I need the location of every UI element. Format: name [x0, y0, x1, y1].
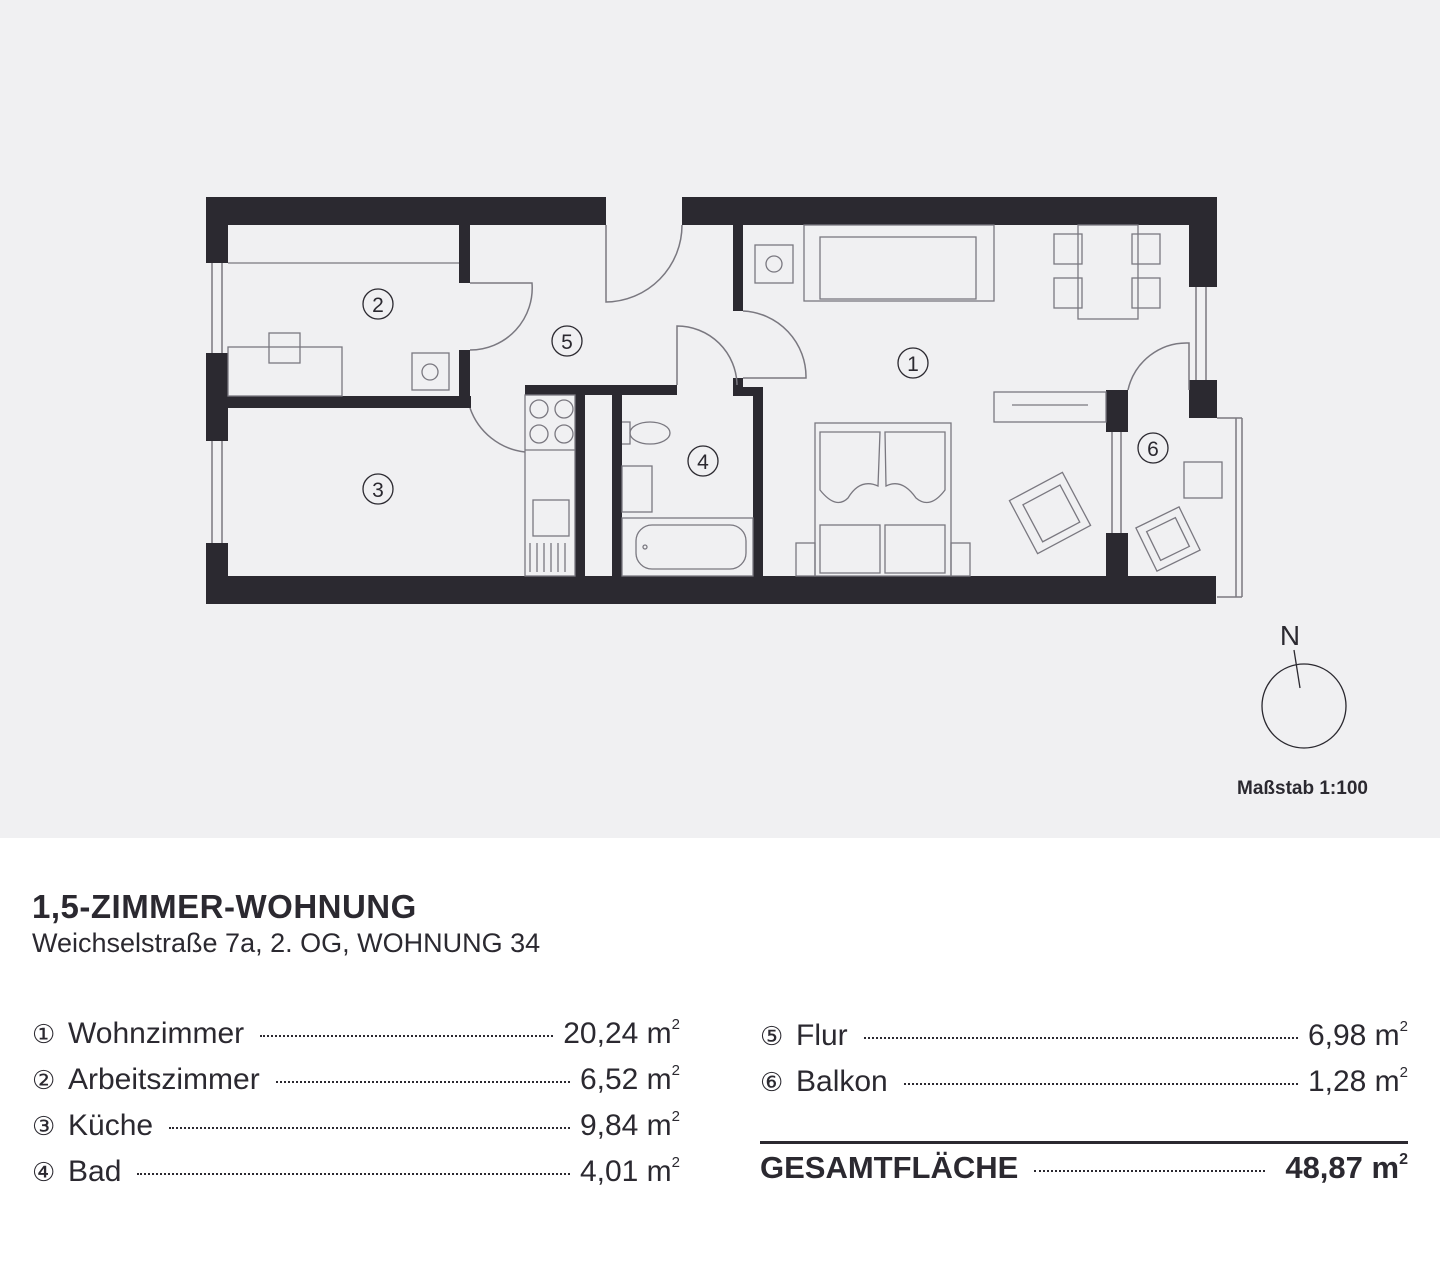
room-name: Flur [796, 1019, 848, 1052]
room-area-list-secondary [760, 1018, 1408, 1110]
room-area: 6,98 $m^2$ [1307, 1018, 1408, 1052]
compass [1262, 620, 1346, 748]
walls [206, 197, 1217, 604]
room-marker-label: 1 [907, 353, 919, 376]
room-area-row [32, 1108, 680, 1154]
room-number: ③ [32, 1111, 56, 1141]
room-area: 4,01 $m^2$ [579, 1154, 680, 1188]
apartment-info [0, 838, 1440, 1280]
room-area-list [32, 1016, 680, 1200]
room-marker [552, 326, 582, 356]
room-number: ⑤ [760, 1021, 784, 1051]
room-name: Arbeitszimmer [68, 1063, 260, 1096]
room-marker-label: 5 [561, 331, 573, 354]
room-name: Bad [68, 1155, 122, 1188]
total-area-row [760, 1150, 1408, 1196]
room-marker-label: 3 [372, 479, 384, 502]
dot-leader [137, 1173, 570, 1175]
dot-leader [904, 1083, 1298, 1085]
total-area: 48,87 $m^2$ [1285, 1150, 1408, 1185]
total-label: GESAMTFLÄCHE [760, 1150, 1019, 1185]
room-area-row [760, 1018, 1408, 1064]
room-name: Wohnzimmer [68, 1017, 245, 1050]
room-marker [898, 348, 928, 378]
room-marker [688, 446, 718, 476]
room-name: Küche [68, 1109, 154, 1142]
room-area-row [32, 1062, 680, 1108]
room-area: 1,28 $m^2$ [1307, 1064, 1408, 1098]
room-marker-label: 2 [372, 294, 384, 317]
room-area-row [32, 1154, 680, 1200]
room-marker [363, 289, 393, 319]
room-number: ② [32, 1065, 56, 1095]
compass-icon [1262, 664, 1346, 748]
room-area-row [760, 1064, 1408, 1110]
room-area: 20,24 $m^2$ [563, 1016, 680, 1050]
room-number: ① [32, 1019, 56, 1049]
dot-leader [1034, 1170, 1265, 1172]
room-marker [1138, 433, 1168, 463]
dot-leader [169, 1127, 570, 1129]
dot-leader [864, 1037, 1298, 1039]
room-marker [363, 474, 393, 504]
room-area: 6,52 $m^2$ [579, 1062, 680, 1096]
dot-leader [276, 1081, 570, 1083]
room-marker-label: 6 [1147, 438, 1159, 461]
room-area: 9,84 $m^2$ [579, 1108, 680, 1142]
room-number: ⑥ [760, 1067, 784, 1097]
room-marker-label: 4 [697, 451, 709, 474]
room-number: ④ [32, 1157, 56, 1187]
compass-north-label: N [1279, 620, 1301, 651]
total-divider [760, 1141, 1408, 1144]
room-area-row [32, 1016, 680, 1062]
apartment-address: Weichselstraße 7a, 2. OG, WOHNUNG 34 [32, 928, 541, 958]
room-markers [363, 289, 1168, 504]
dot-leader [260, 1035, 553, 1037]
apartment-title: 1,5-ZIMMER-WOHNUNG [32, 888, 417, 925]
room-name: Balkon [796, 1065, 888, 1098]
scale-label: Maßstab 1:100 [1237, 778, 1368, 799]
